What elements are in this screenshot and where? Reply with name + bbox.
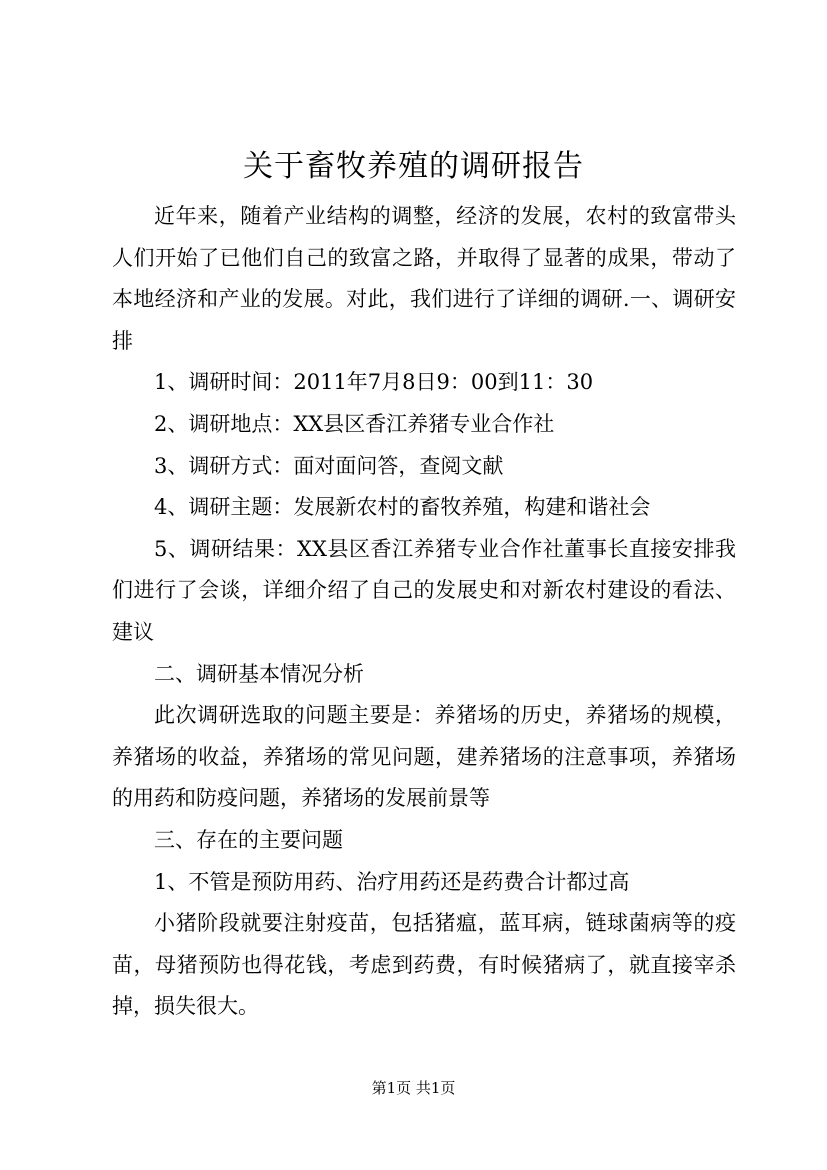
paragraph-survey-method: 3、调研方式：面对面问答，查阅文献	[154, 453, 504, 478]
paragraph-survey-result: 5、调研结果：XX县区香江养猪专业合作社董事长直接安排我们进行了会谈，详细介绍了自己的发展史和对新农村建设的看法、建议	[112, 536, 736, 644]
document-title: 关于畜牧养殖的调研报告	[243, 149, 584, 184]
paragraph-intro: 近年来，随着产业结构的调整，经济的发展，农村的致富带头人们开始了已他们自己的致富之路，并取得了显著的成果，带动了本地经济和产业的发展。对此，我们进行了详细的调研.一、调研安排	[112, 204, 736, 353]
paragraph-survey-theme: 4、调研主题：发展新农村的畜牧养殖，构建和谐社会	[154, 495, 651, 520]
paragraph-problem-1-detail: 小猪阶段就要注射疫苗，包括猪瘟，蓝耳病，链球菌病等的疫苗，母猪预防也得花钱，考虑到药费，有时候猪病了，就直接宰杀掉，损失很大。	[112, 911, 736, 1019]
paragraph-problem-1: 1、不管是预防用药、治疗用药还是药费合计都过高	[154, 869, 630, 894]
page-footer: 第1页 共1页	[371, 1079, 456, 1097]
paragraph-survey-time: 1、调研时间：2011年7月8日9：00到11：30	[154, 370, 594, 395]
paragraph-survey-location: 2、调研地点：XX县区香江养猪专业合作社	[154, 411, 555, 436]
section-heading-analysis: 二、调研基本情况分析	[154, 661, 364, 686]
section-heading-problems: 三、存在的主要问题	[154, 827, 343, 852]
paragraph-analysis: 此次调研选取的问题主要是：养猪场的历史，养猪场的规模，养猪场的收益，养猪场的常见问题，建养猪场的注意事项，养猪场的用药和防疫问题，养猪场的发展前景等	[112, 703, 736, 811]
document-body	[112, 196, 736, 1028]
